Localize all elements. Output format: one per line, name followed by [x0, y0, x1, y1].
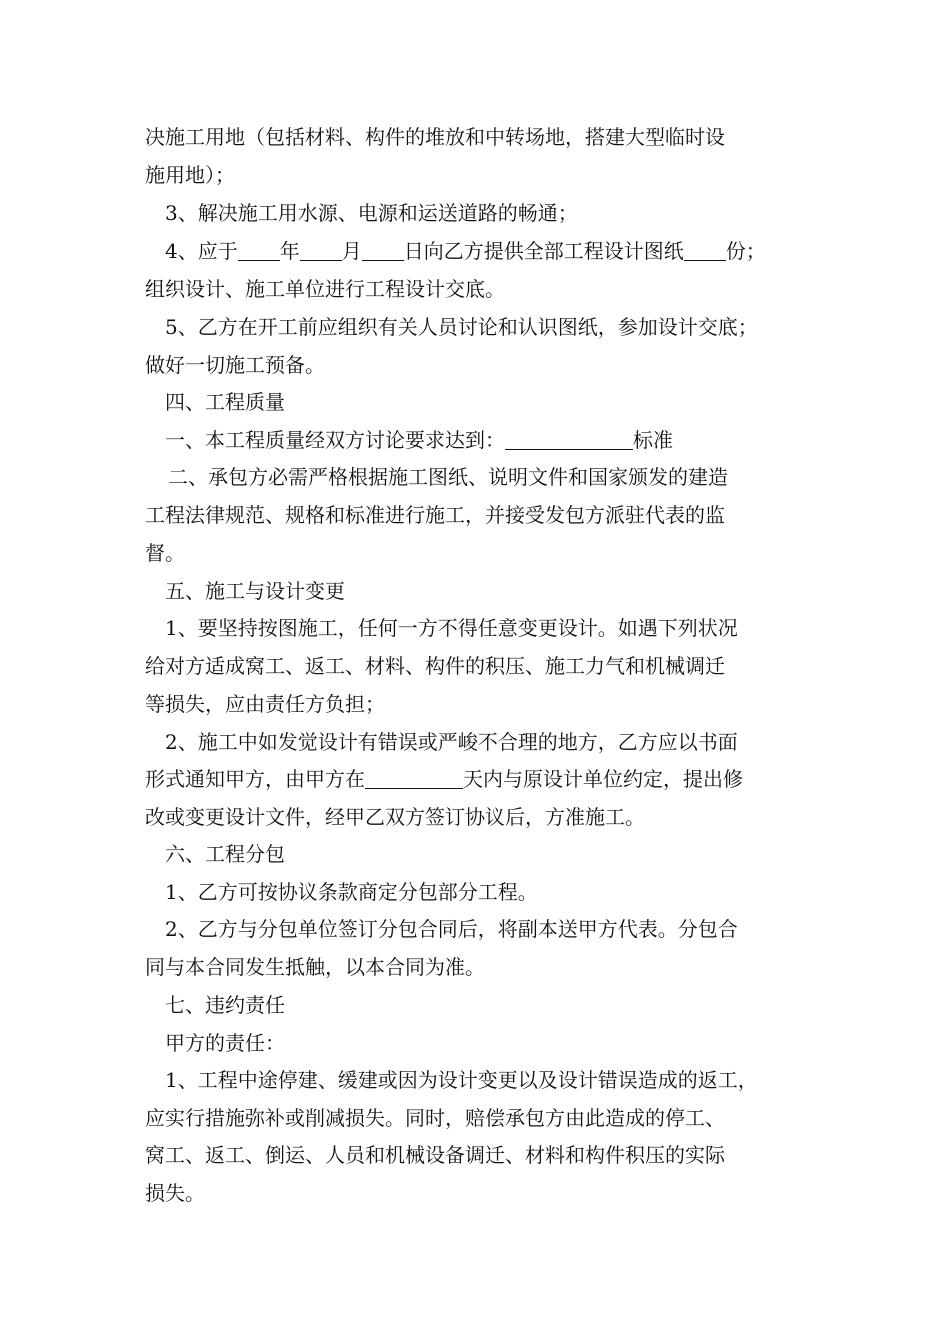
text-segment: 日向乙方提供全部工程设计图纸 — [403, 239, 684, 263]
blank-underline — [238, 240, 280, 261]
section-heading: 五、施工与设计变更 — [165, 579, 345, 603]
text-segment: 份； — [725, 239, 766, 263]
text-line: 等损失，应由责任方负担； — [145, 692, 385, 716]
text-line: 二、承包方必需严格根据施工图纸、说明文件和国家颁发的建造 — [168, 465, 728, 489]
text-line: 2、施工中如发觉设计有错误或严峻不合理的地方，乙方应以书面 — [165, 730, 738, 754]
text-line-with-blanks — [165, 238, 766, 264]
text-line-with-blank — [145, 766, 743, 792]
section-heading: 七、违约责任 — [165, 993, 285, 1017]
text-line: 3、解决施工用水源、电源和运送道路的畅通； — [165, 201, 578, 225]
text-line: 改或变更设计文件，经甲乙双方签订协议后，方准施工。 — [145, 805, 645, 829]
text-line: 1、乙方可按协议条款商定分包部分工程。 — [165, 880, 538, 904]
text-line: 组织设计、施工单位进行工程设计交底。 — [145, 277, 505, 301]
blank-underline — [505, 429, 633, 450]
text-segment: 4、应于 — [165, 239, 238, 263]
text-segment: 一、本工程质量经双方讨论要求达到： — [165, 428, 505, 452]
text-line: 决施工用地（包括材料、构件的堆放和中转场地，搭建大型临时设 — [145, 125, 725, 149]
text-segment: 年 — [279, 239, 300, 263]
section-heading: 四、工程质量 — [165, 390, 285, 414]
text-line: 同与本合同发生抵触，以本合同为准。 — [145, 955, 485, 979]
text-line: 5、乙方在开工前应组织有关人员讨论和认识图纸，参加设计交底； — [165, 315, 758, 339]
blank-underline — [684, 240, 726, 261]
text-line: 督。 — [145, 541, 185, 565]
text-line: 1、要坚持按图施工，任何一方不得任意变更设计。如遇下列状况 — [165, 616, 738, 640]
text-line-with-blank — [165, 427, 673, 453]
section-heading: 六、工程分包 — [165, 842, 285, 866]
blank-underline — [300, 240, 342, 261]
blank-underline — [365, 768, 463, 789]
text-line: 工程法律规范、规格和标准进行施工，并接受发包方派驻代表的监 — [145, 503, 725, 527]
text-segment: 形式通知甲方，由甲方在 — [145, 767, 365, 791]
text-segment: 天内与原设计单位约定，提出修 — [463, 767, 743, 791]
text-line: 损失。 — [145, 1181, 205, 1205]
text-line: 给对方适成窝工、返工、材料、构件的积压、施工力气和机械调迁 — [145, 654, 725, 678]
text-line: 施用地）； — [145, 163, 235, 187]
text-line: 1、工程中途停建、缓建或因为设计变更以及设计错误造成的返工， — [165, 1068, 758, 1092]
text-line: 2、乙方与分包单位签订分包合同后，将副本送甲方代表。分包合 — [165, 917, 738, 941]
text-line: 应实行措施弥补或削减损失。同时，赔偿承包方由此造成的停工、 — [145, 1106, 725, 1130]
blank-underline — [362, 240, 404, 261]
text-line: 做好一切施工预备。 — [145, 353, 325, 377]
text-line: 窝工、返工、倒运、人员和机械设备调迁、材料和构件积压的实际 — [145, 1143, 725, 1167]
text-segment: 月 — [341, 239, 362, 263]
text-line: 甲方的责任： — [165, 1031, 285, 1055]
text-segment: 标准 — [633, 428, 673, 452]
